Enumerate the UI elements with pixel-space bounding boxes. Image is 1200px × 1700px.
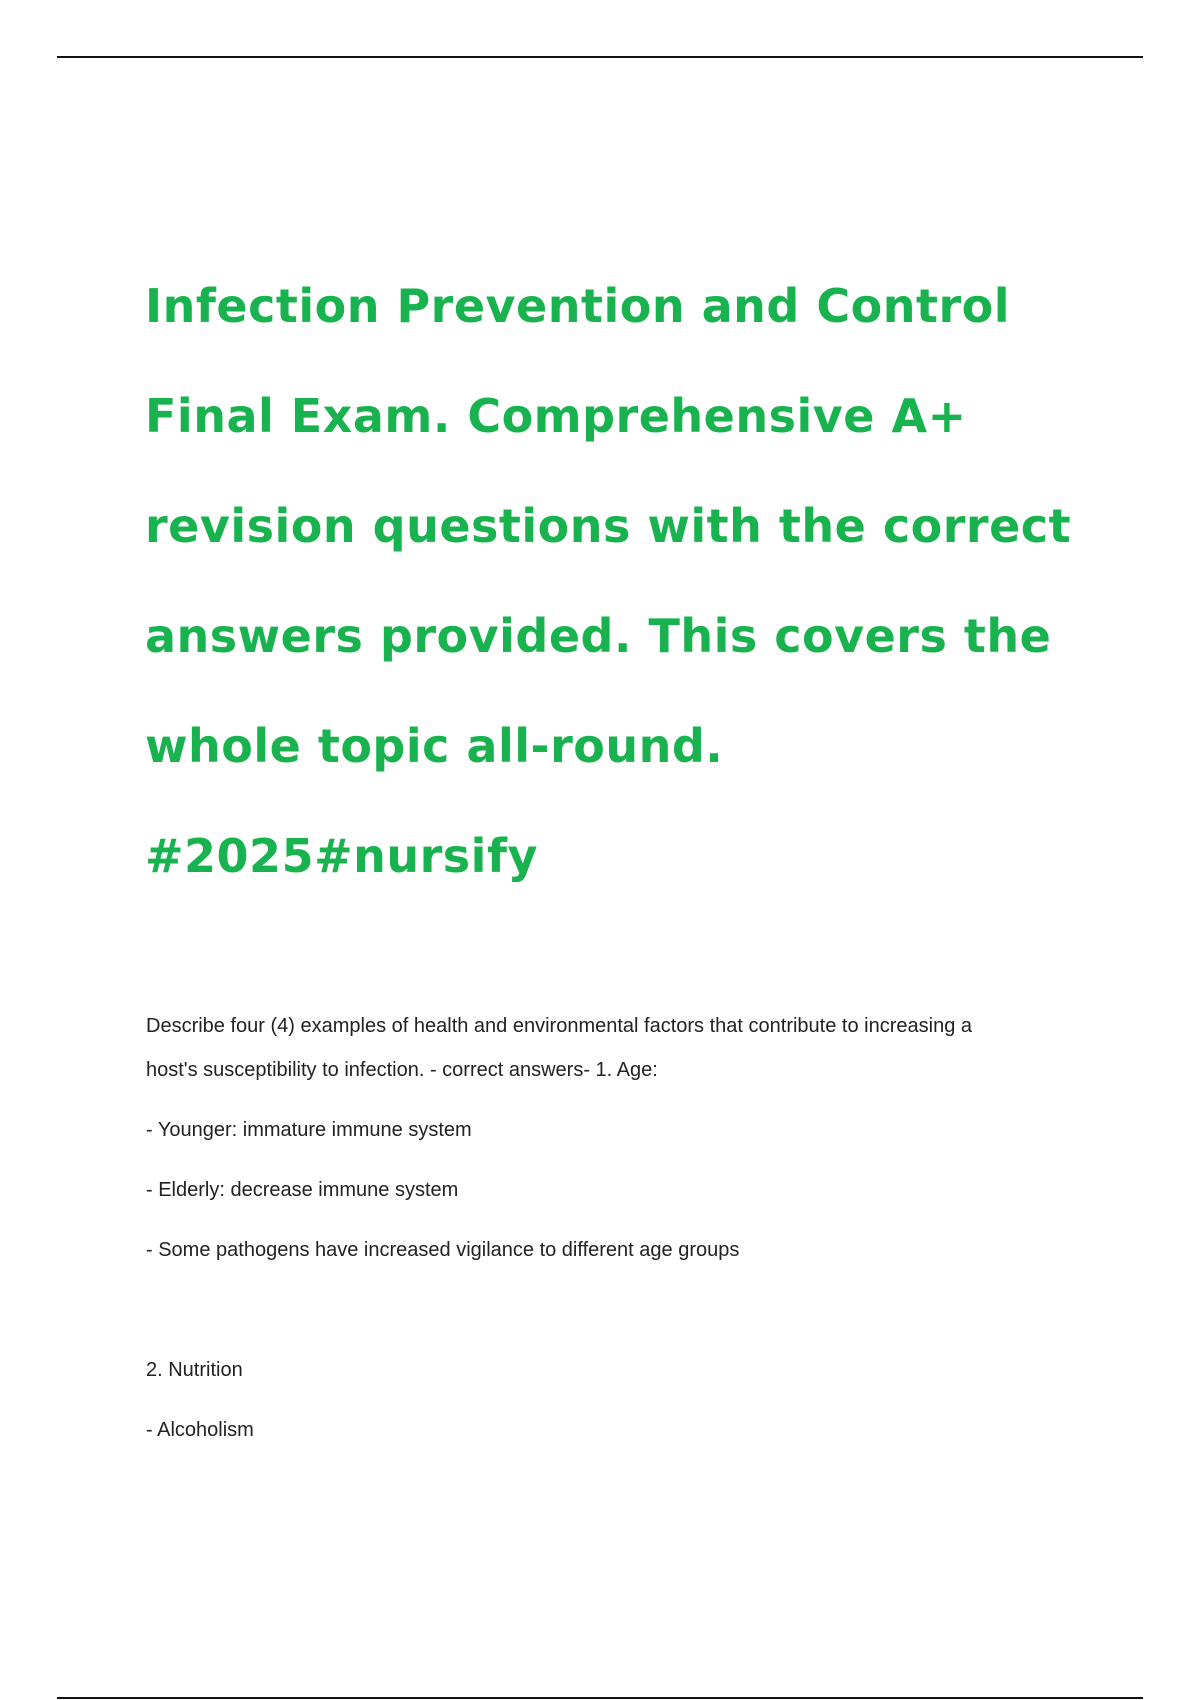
bottom-rule (57, 1697, 1143, 1699)
top-rule (57, 56, 1143, 58)
title-line: Final Exam. Comprehensive A+ (145, 389, 967, 443)
title-line: revision questions with the correct (145, 499, 1072, 553)
document-title (145, 274, 1105, 934)
title-line: answers provided. This covers the (145, 609, 1052, 663)
list-item: - Alcoholism (146, 1419, 254, 1441)
document-body (146, 1004, 1086, 1460)
blank-line (146, 1280, 1086, 1340)
title-line: #2025#nursify (145, 829, 538, 883)
question-text (146, 1004, 1086, 1092)
list-item: - Younger: immature immune system (146, 1119, 472, 1141)
section-heading: 2. Nutrition (146, 1359, 243, 1381)
list-item: - Elderly: decrease immune system (146, 1179, 459, 1201)
question-line: Describe four (4) examples of health and environmental factors that contribute to increasing a (146, 1015, 972, 1037)
title-line: whole topic all-round. (145, 719, 724, 773)
list-item: - Some pathogens have increased vigilance to different age groups (146, 1239, 740, 1261)
question-line: host's susceptibility to infection. - correct answers- 1. Age: (146, 1059, 658, 1081)
title-line: Infection Prevention and Control (145, 279, 1011, 333)
